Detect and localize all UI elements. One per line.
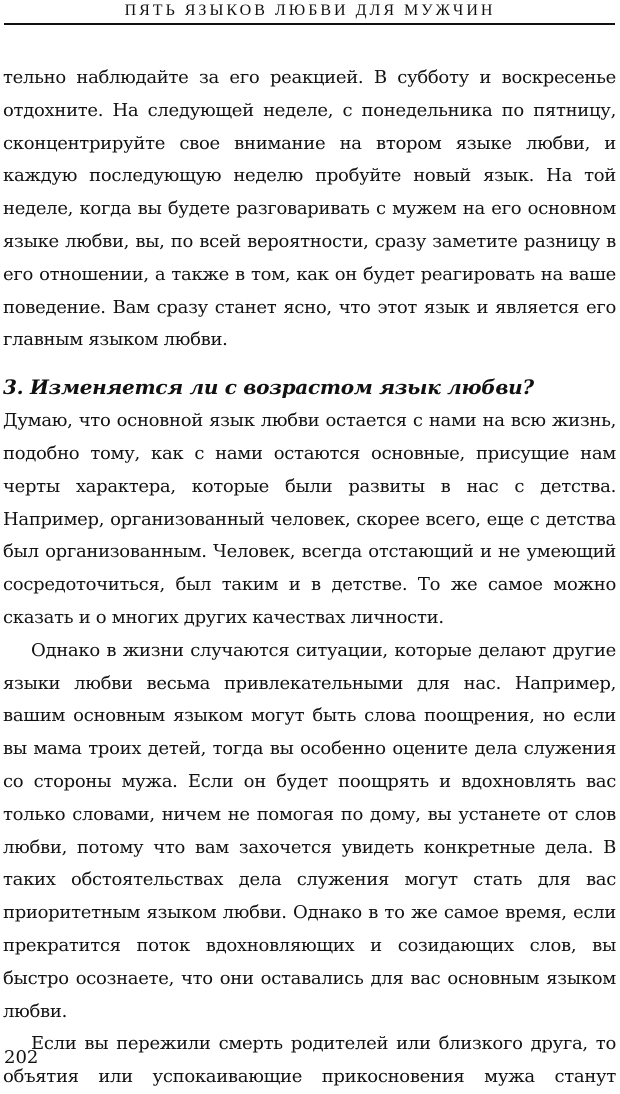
header-rule — [4, 23, 615, 25]
main-text — [3, 62, 616, 1094]
paragraph-situations: Однако в жизни случаются ситуации, которые делают другие языки любви весьма привлекательными для нас. Например, вашим основным языком могут быть слова поощрения, но если вы мама троих детей, тогда вы особенно оцените дела служения со стороны мужа. Если он будет поощрять и вдохновлять вас только словами, ничем не помогая по дому, вы устанете от слов любви, потому что вам захочется увидеть конкретные дела. В таких обстоятельствах дела служения могут стать для вас приоритетным языком любви. Однако в то же самое время, если прекратится поток вдохновляющих и созидающих слов, вы быстро осознаете, что они оставались для вас основным языком любви. — [3, 639, 616, 1022]
paragraph-loss: Если вы пережили смерть родителей или близкого друга, то объятия или успокаивающие прикосновения мужа станут — [3, 1033, 616, 1088]
page-number: 202 — [4, 1047, 39, 1068]
section-heading: 3. Изменяется ли с возрастом язык любви? — [3, 375, 534, 400]
running-title: ПЯТЬ ЯЗЫКОВ ЛЮБВИ ДЛЯ МУЖЧИН — [124, 2, 496, 19]
paragraph-age: Думаю, что основной язык любви остается с нами на всю жизнь, подобно тому, как с нами остаются основные, присущие нам черты характера, которые были развиты в нас с детства. Например, организованный человек, скорее всего, еще с детства был организованным. Человек, всегда отстающий и не умеющий сосредоточиться, был таким и в детстве. То же самое можно сказать и о многих других качествах личности. — [3, 410, 616, 628]
paragraph-continued: тельно наблюдайте за его реакцией. В субботу и воскресенье отдохните. На следующей неделе, с понедельника по пятницу, сконцентрируйте свое внимание на втором языке любви, и каждую последующую неделю пробуйте новый язык. На той неделе, когда вы будете разговаривать с мужем на его основном языке любви, вы, по всей вероятности, сразу заметите разницу в его отношении, а также в том, как он будет реагировать на ваше поведение. Вам сразу станет ясно, что этот язык и является его главным языком любви. — [3, 67, 616, 351]
